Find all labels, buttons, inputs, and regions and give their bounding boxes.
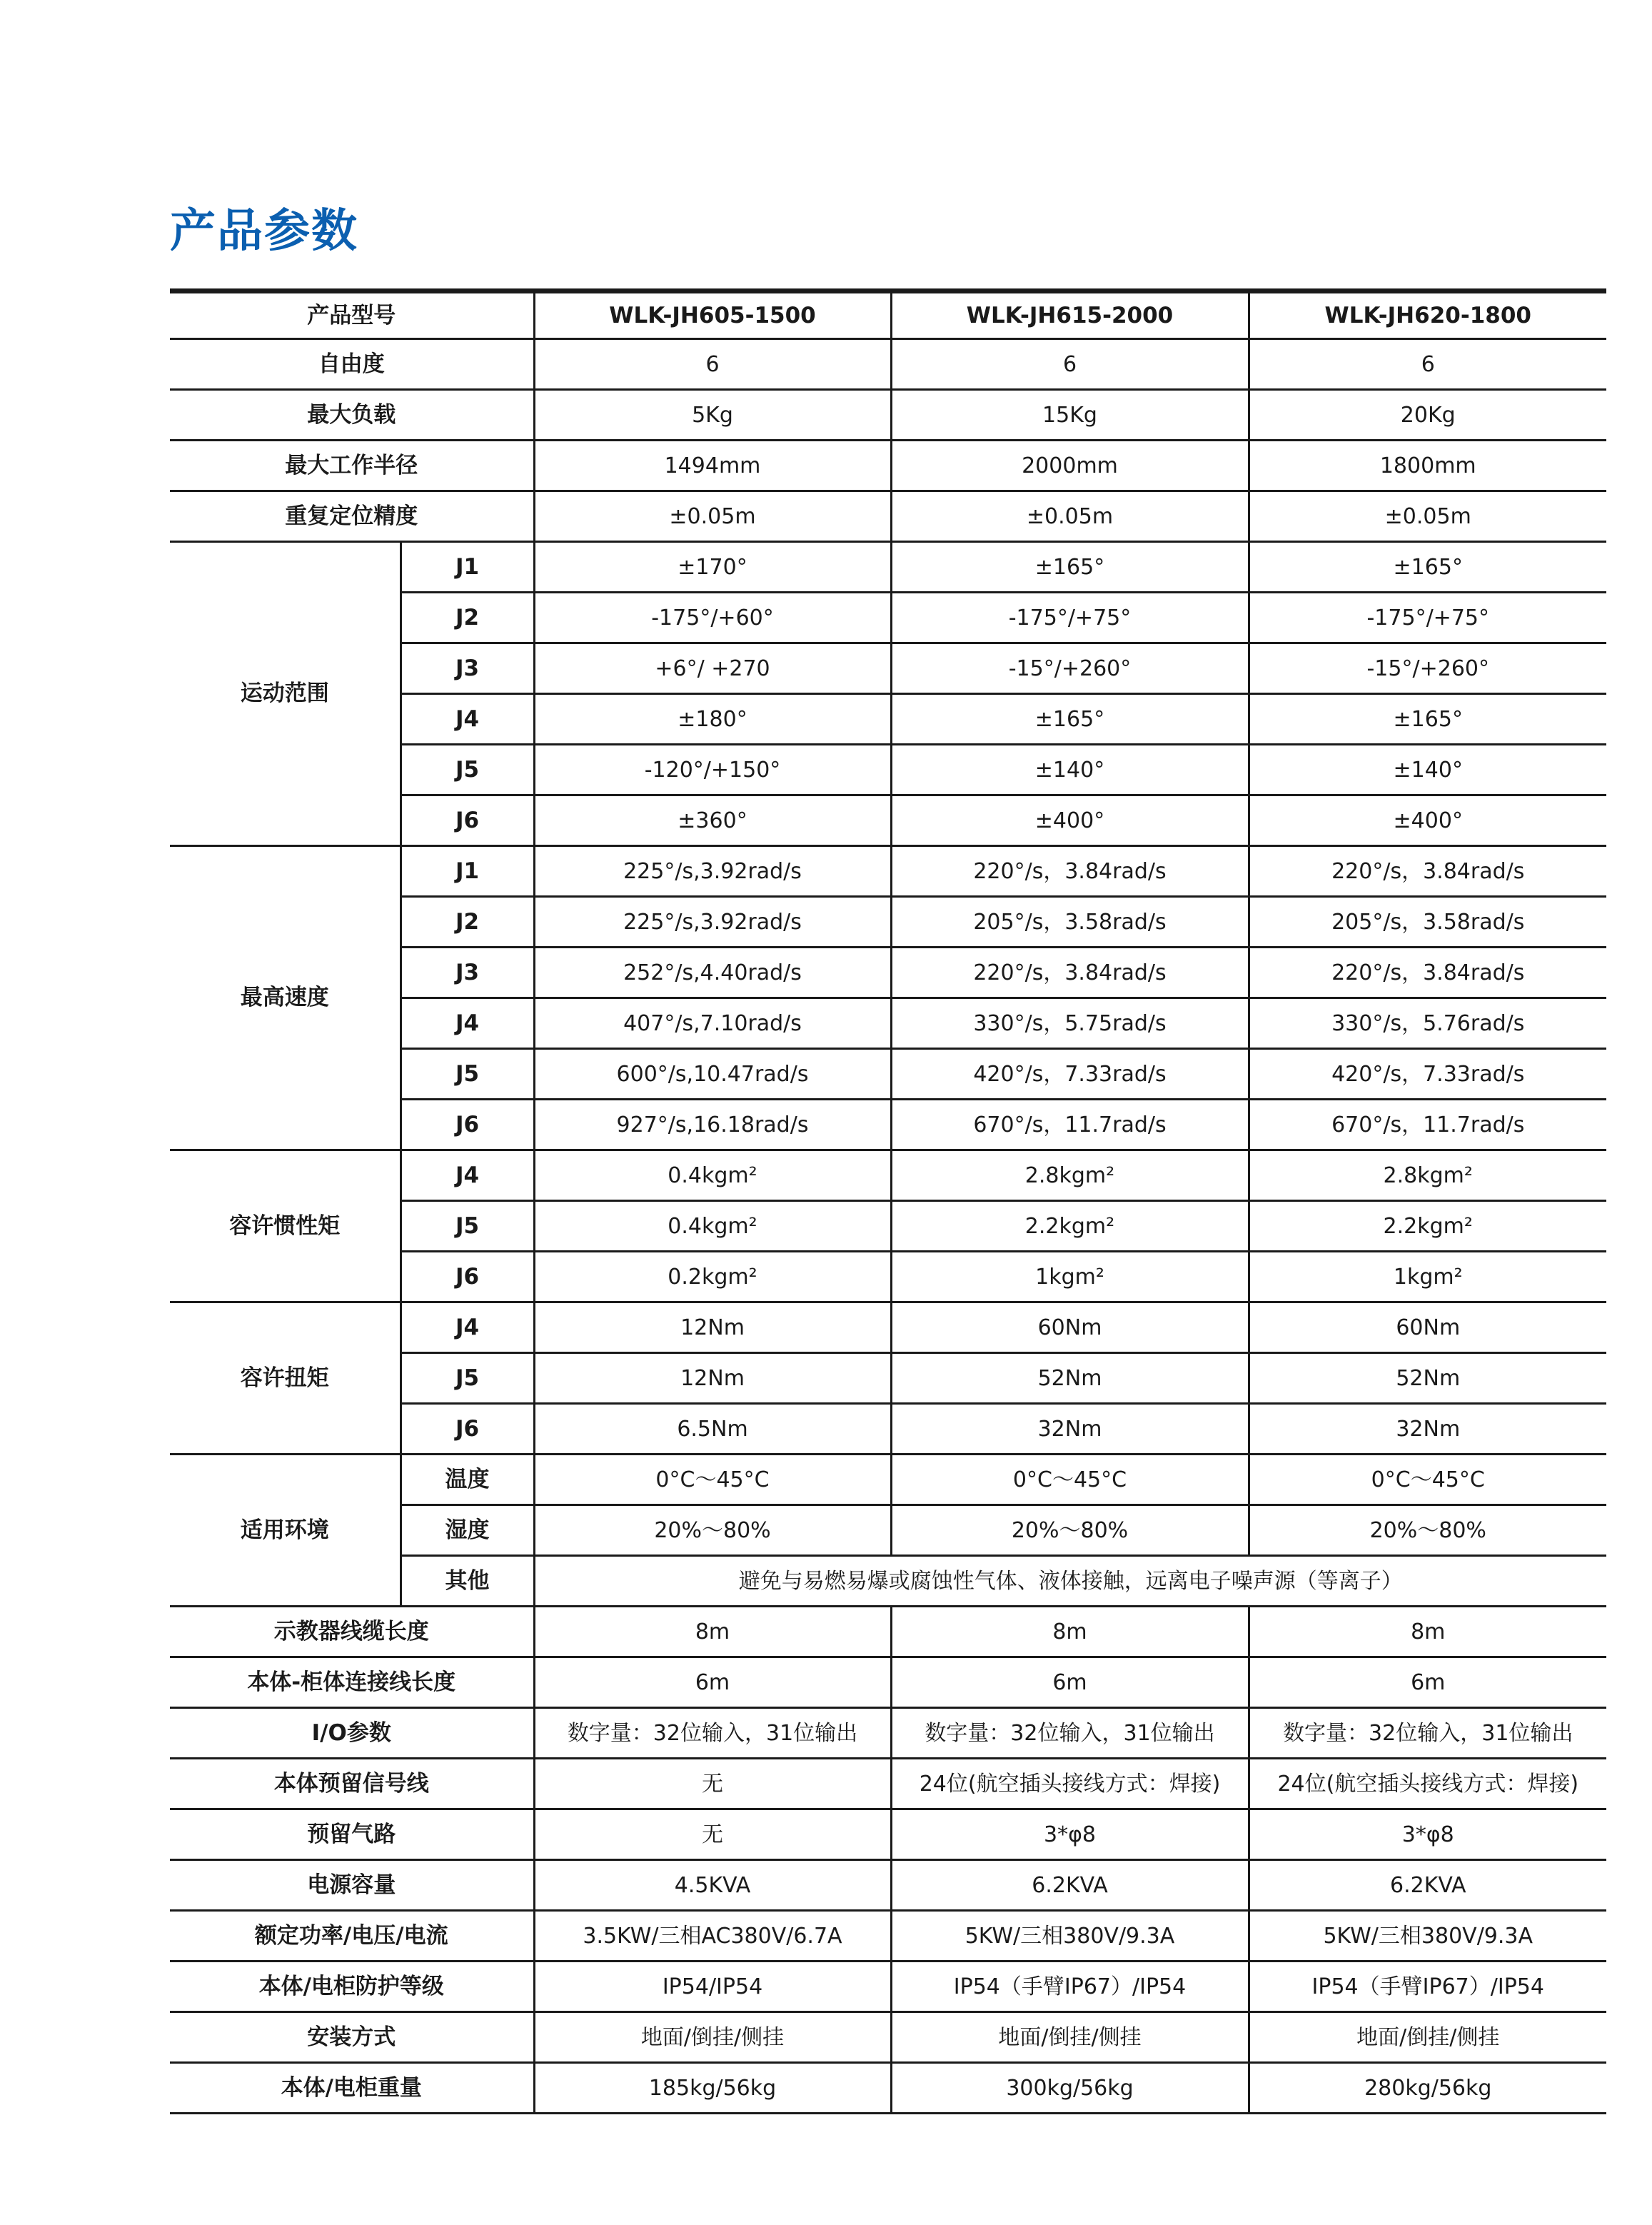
cell-value: 185kg/56kg (534, 2063, 891, 2114)
cell-value: ±400° (891, 795, 1249, 846)
cell-value: ±0.05m (534, 491, 891, 542)
table-row (170, 846, 1606, 897)
cell-value: 数字量：32位输入，31位输出 (1249, 1708, 1606, 1759)
cell-value: 12Nm (534, 1353, 891, 1404)
sub-label: J3 (401, 643, 534, 694)
cell-value: 数字量：32位输入，31位输出 (534, 1708, 891, 1759)
cell-value: 数字量：32位输入，31位输出 (891, 1708, 1249, 1759)
cell-value: -120°/+150° (534, 745, 891, 795)
cell-value: 0.4kgm² (534, 1201, 891, 1252)
sub-label: J4 (401, 694, 534, 745)
cell-value: 252°/s,4.40rad/s (534, 948, 891, 998)
cell-value: 15Kg (891, 390, 1249, 441)
row-label: I/O参数 (170, 1708, 534, 1759)
cell-value: ±140° (891, 745, 1249, 795)
table-row (170, 2012, 1606, 2063)
table-row (170, 1607, 1606, 1657)
cell-value: 1kgm² (891, 1252, 1249, 1302)
cell-value: 地面/倒挂/侧挂 (1249, 2012, 1606, 2063)
cell-value: 205°/s，3.58rad/s (891, 897, 1249, 948)
table-row (170, 390, 1606, 441)
sub-label: J3 (401, 948, 534, 998)
sub-label: J4 (401, 1302, 534, 1353)
cell-value: 8m (891, 1607, 1249, 1657)
row-label: 本体预留信号线 (170, 1759, 534, 1809)
cell-value: 52Nm (891, 1353, 1249, 1404)
group-label: 容许惯性矩 (170, 1150, 401, 1302)
group-label: 运动范围 (170, 542, 401, 846)
cell-value: 无 (534, 1809, 891, 1860)
cell-value: 5KW/三相380V/9.3A (1249, 1911, 1606, 1962)
cell-value: 6 (891, 339, 1249, 390)
sub-label: J5 (401, 1353, 534, 1404)
cell-value: 300kg/56kg (891, 2063, 1249, 2114)
cell-value: 20%～80% (534, 1505, 891, 1556)
group-label: 适用环境 (170, 1455, 401, 1607)
cell-value: 24位(航空插头接线方式：焊接) (1249, 1759, 1606, 1809)
cell-value: 2000mm (891, 441, 1249, 491)
sub-label: J6 (401, 795, 534, 846)
table-row (170, 1150, 1606, 1201)
cell-value: -175°/+75° (891, 593, 1249, 643)
cell-value: +6°/ +270 (534, 643, 891, 694)
sub-label: J1 (401, 542, 534, 593)
table-row (170, 441, 1606, 491)
spec-table (170, 288, 1606, 2114)
table-header-row (170, 291, 1606, 339)
cell-value: 32Nm (1249, 1404, 1606, 1455)
sub-label: J6 (401, 1252, 534, 1302)
cell-value: 地面/倒挂/侧挂 (534, 2012, 891, 2063)
row-label: 安装方式 (170, 2012, 534, 2063)
cell-value: 280kg/56kg (1249, 2063, 1606, 2114)
cell-value: ±0.05m (891, 491, 1249, 542)
sub-label: 温度 (401, 1455, 534, 1505)
page-title: 产品参数 (170, 205, 358, 258)
row-label: 本体/电柜重量 (170, 2063, 534, 2114)
cell-value: 0°C～45°C (1249, 1455, 1606, 1505)
table-row (170, 542, 1606, 593)
cell-value: 1kgm² (1249, 1252, 1606, 1302)
group-label: 容许扭矩 (170, 1302, 401, 1455)
cell-value: 60Nm (1249, 1302, 1606, 1353)
sub-label: J6 (401, 1404, 534, 1455)
cell-value: -15°/+260° (1249, 643, 1606, 694)
cell-value: 32Nm (891, 1404, 1249, 1455)
row-label: 电源容量 (170, 1860, 534, 1911)
sub-label: J1 (401, 846, 534, 897)
cell-value: 6m (891, 1657, 1249, 1708)
sub-label: J4 (401, 1150, 534, 1201)
cell-value: 8m (1249, 1607, 1606, 1657)
cell-value: 420°/s，7.33rad/s (1249, 1049, 1606, 1100)
cell-value: 2.2kgm² (1249, 1201, 1606, 1252)
cell-value: 330°/s，5.75rad/s (891, 998, 1249, 1049)
cell-value: 20Kg (1249, 390, 1606, 441)
cell-value: 407°/s,7.10rad/s (534, 998, 891, 1049)
table-row (170, 1302, 1606, 1353)
cell-value: 5Kg (534, 390, 891, 441)
cell-value: 无 (534, 1759, 891, 1809)
cell-value: 670°/s，11.7rad/s (1249, 1100, 1606, 1150)
cell-value: 1800mm (1249, 441, 1606, 491)
row-label: 示教器线缆长度 (170, 1607, 534, 1657)
sub-label: J2 (401, 897, 534, 948)
spec-table-body (170, 291, 1606, 2114)
cell-value: 3*φ8 (1249, 1809, 1606, 1860)
cell-value: ±165° (1249, 542, 1606, 593)
table-row (170, 1455, 1606, 1505)
cell-value: 205°/s，3.58rad/s (1249, 897, 1606, 948)
cell-value: ±400° (1249, 795, 1606, 846)
cell-value: 1494mm (534, 441, 891, 491)
cell-value: 6.2KVA (891, 1860, 1249, 1911)
cell-value: 52Nm (1249, 1353, 1606, 1404)
cell-value: 24位(航空插头接线方式：焊接) (891, 1759, 1249, 1809)
model-name: WLK-JH620-1800 (1249, 291, 1606, 339)
cell-value: 6.2KVA (1249, 1860, 1606, 1911)
sub-label: 其他 (401, 1556, 534, 1607)
cell-value: 3*φ8 (891, 1809, 1249, 1860)
cell-value: 330°/s，5.76rad/s (1249, 998, 1606, 1049)
cell-value: 670°/s，11.7rad/s (891, 1100, 1249, 1150)
group-label: 最高速度 (170, 846, 401, 1150)
row-label: 最大工作半径 (170, 441, 534, 491)
cell-value: 5KW/三相380V/9.3A (891, 1911, 1249, 1962)
cell-value: 927°/s,16.18rad/s (534, 1100, 891, 1150)
cell-value: 420°/s，7.33rad/s (891, 1049, 1249, 1100)
table-row (170, 1860, 1606, 1911)
cell-value: 600°/s,10.47rad/s (534, 1049, 891, 1100)
table-row (170, 1809, 1606, 1860)
table-row (170, 491, 1606, 542)
model-name: WLK-JH615-2000 (891, 291, 1249, 339)
sub-label: 湿度 (401, 1505, 534, 1556)
cell-value: ±165° (1249, 694, 1606, 745)
cell-value: ±170° (534, 542, 891, 593)
row-label: 最大负载 (170, 390, 534, 441)
cell-value: 60Nm (891, 1302, 1249, 1353)
cell-value: 6.5Nm (534, 1404, 891, 1455)
cell-value: 12Nm (534, 1302, 891, 1353)
cell-value: ±360° (534, 795, 891, 846)
sub-label: J5 (401, 745, 534, 795)
cell-value: 0.4kgm² (534, 1150, 891, 1201)
cell-value: 220°/s，3.84rad/s (1249, 948, 1606, 998)
sub-label: J5 (401, 1201, 534, 1252)
cell-value: ±140° (1249, 745, 1606, 795)
cell-value: 3.5KW/三相AC380V/6.7A (534, 1911, 891, 1962)
table-row (170, 1759, 1606, 1809)
sub-label: J6 (401, 1100, 534, 1150)
table-row (170, 339, 1606, 390)
cell-value: 0°C～45°C (534, 1455, 891, 1505)
cell-value: 6 (1249, 339, 1606, 390)
cell-value: IP54/IP54 (534, 1962, 891, 2012)
table-row (170, 1708, 1606, 1759)
sub-label: J5 (401, 1049, 534, 1100)
sub-label: J2 (401, 593, 534, 643)
header-label: 产品型号 (170, 291, 534, 339)
row-label: 自由度 (170, 339, 534, 390)
cell-value: 8m (534, 1607, 891, 1657)
cell-value: 0.2kgm² (534, 1252, 891, 1302)
cell-value: 220°/s，3.84rad/s (1249, 846, 1606, 897)
row-label: 预留气路 (170, 1809, 534, 1860)
cell-value: 2.2kgm² (891, 1201, 1249, 1252)
cell-value: 220°/s，3.84rad/s (891, 948, 1249, 998)
cell-value: -15°/+260° (891, 643, 1249, 694)
cell-value: 地面/倒挂/侧挂 (891, 2012, 1249, 2063)
cell-value: ±0.05m (1249, 491, 1606, 542)
cell-value: IP54（手臂IP67）/IP54 (1249, 1962, 1606, 2012)
merged-value: 避免与易燃易爆或腐蚀性气体、液体接触，远离电子噪声源（等离子） (534, 1556, 1606, 1607)
row-label: 本体-柜体连接线长度 (170, 1657, 534, 1708)
table-row (170, 1657, 1606, 1708)
cell-value: 2.8kgm² (891, 1150, 1249, 1201)
cell-value: 6m (534, 1657, 891, 1708)
cell-value: 2.8kgm² (1249, 1150, 1606, 1201)
cell-value: ±180° (534, 694, 891, 745)
cell-value: -175°/+75° (1249, 593, 1606, 643)
cell-value: 220°/s，3.84rad/s (891, 846, 1249, 897)
cell-value: ±165° (891, 542, 1249, 593)
row-label: 额定功率/电压/电流 (170, 1911, 534, 1962)
cell-value: ±165° (891, 694, 1249, 745)
model-name: WLK-JH605-1500 (534, 291, 891, 339)
cell-value: 0°C～45°C (891, 1455, 1249, 1505)
row-label: 本体/电柜防护等级 (170, 1962, 534, 2012)
cell-value: 225°/s,3.92rad/s (534, 897, 891, 948)
cell-value: -175°/+60° (534, 593, 891, 643)
row-label: 重复定位精度 (170, 491, 534, 542)
table-row (170, 1911, 1606, 1962)
cell-value: 6m (1249, 1657, 1606, 1708)
table-row (170, 2063, 1606, 2114)
cell-value: 20%～80% (891, 1505, 1249, 1556)
cell-value: 4.5KVA (534, 1860, 891, 1911)
cell-value: IP54（手臂IP67）/IP54 (891, 1962, 1249, 2012)
cell-value: 20%～80% (1249, 1505, 1606, 1556)
cell-value: 6 (534, 339, 891, 390)
table-row (170, 1962, 1606, 2012)
cell-value: 225°/s,3.92rad/s (534, 846, 891, 897)
sub-label: J4 (401, 998, 534, 1049)
